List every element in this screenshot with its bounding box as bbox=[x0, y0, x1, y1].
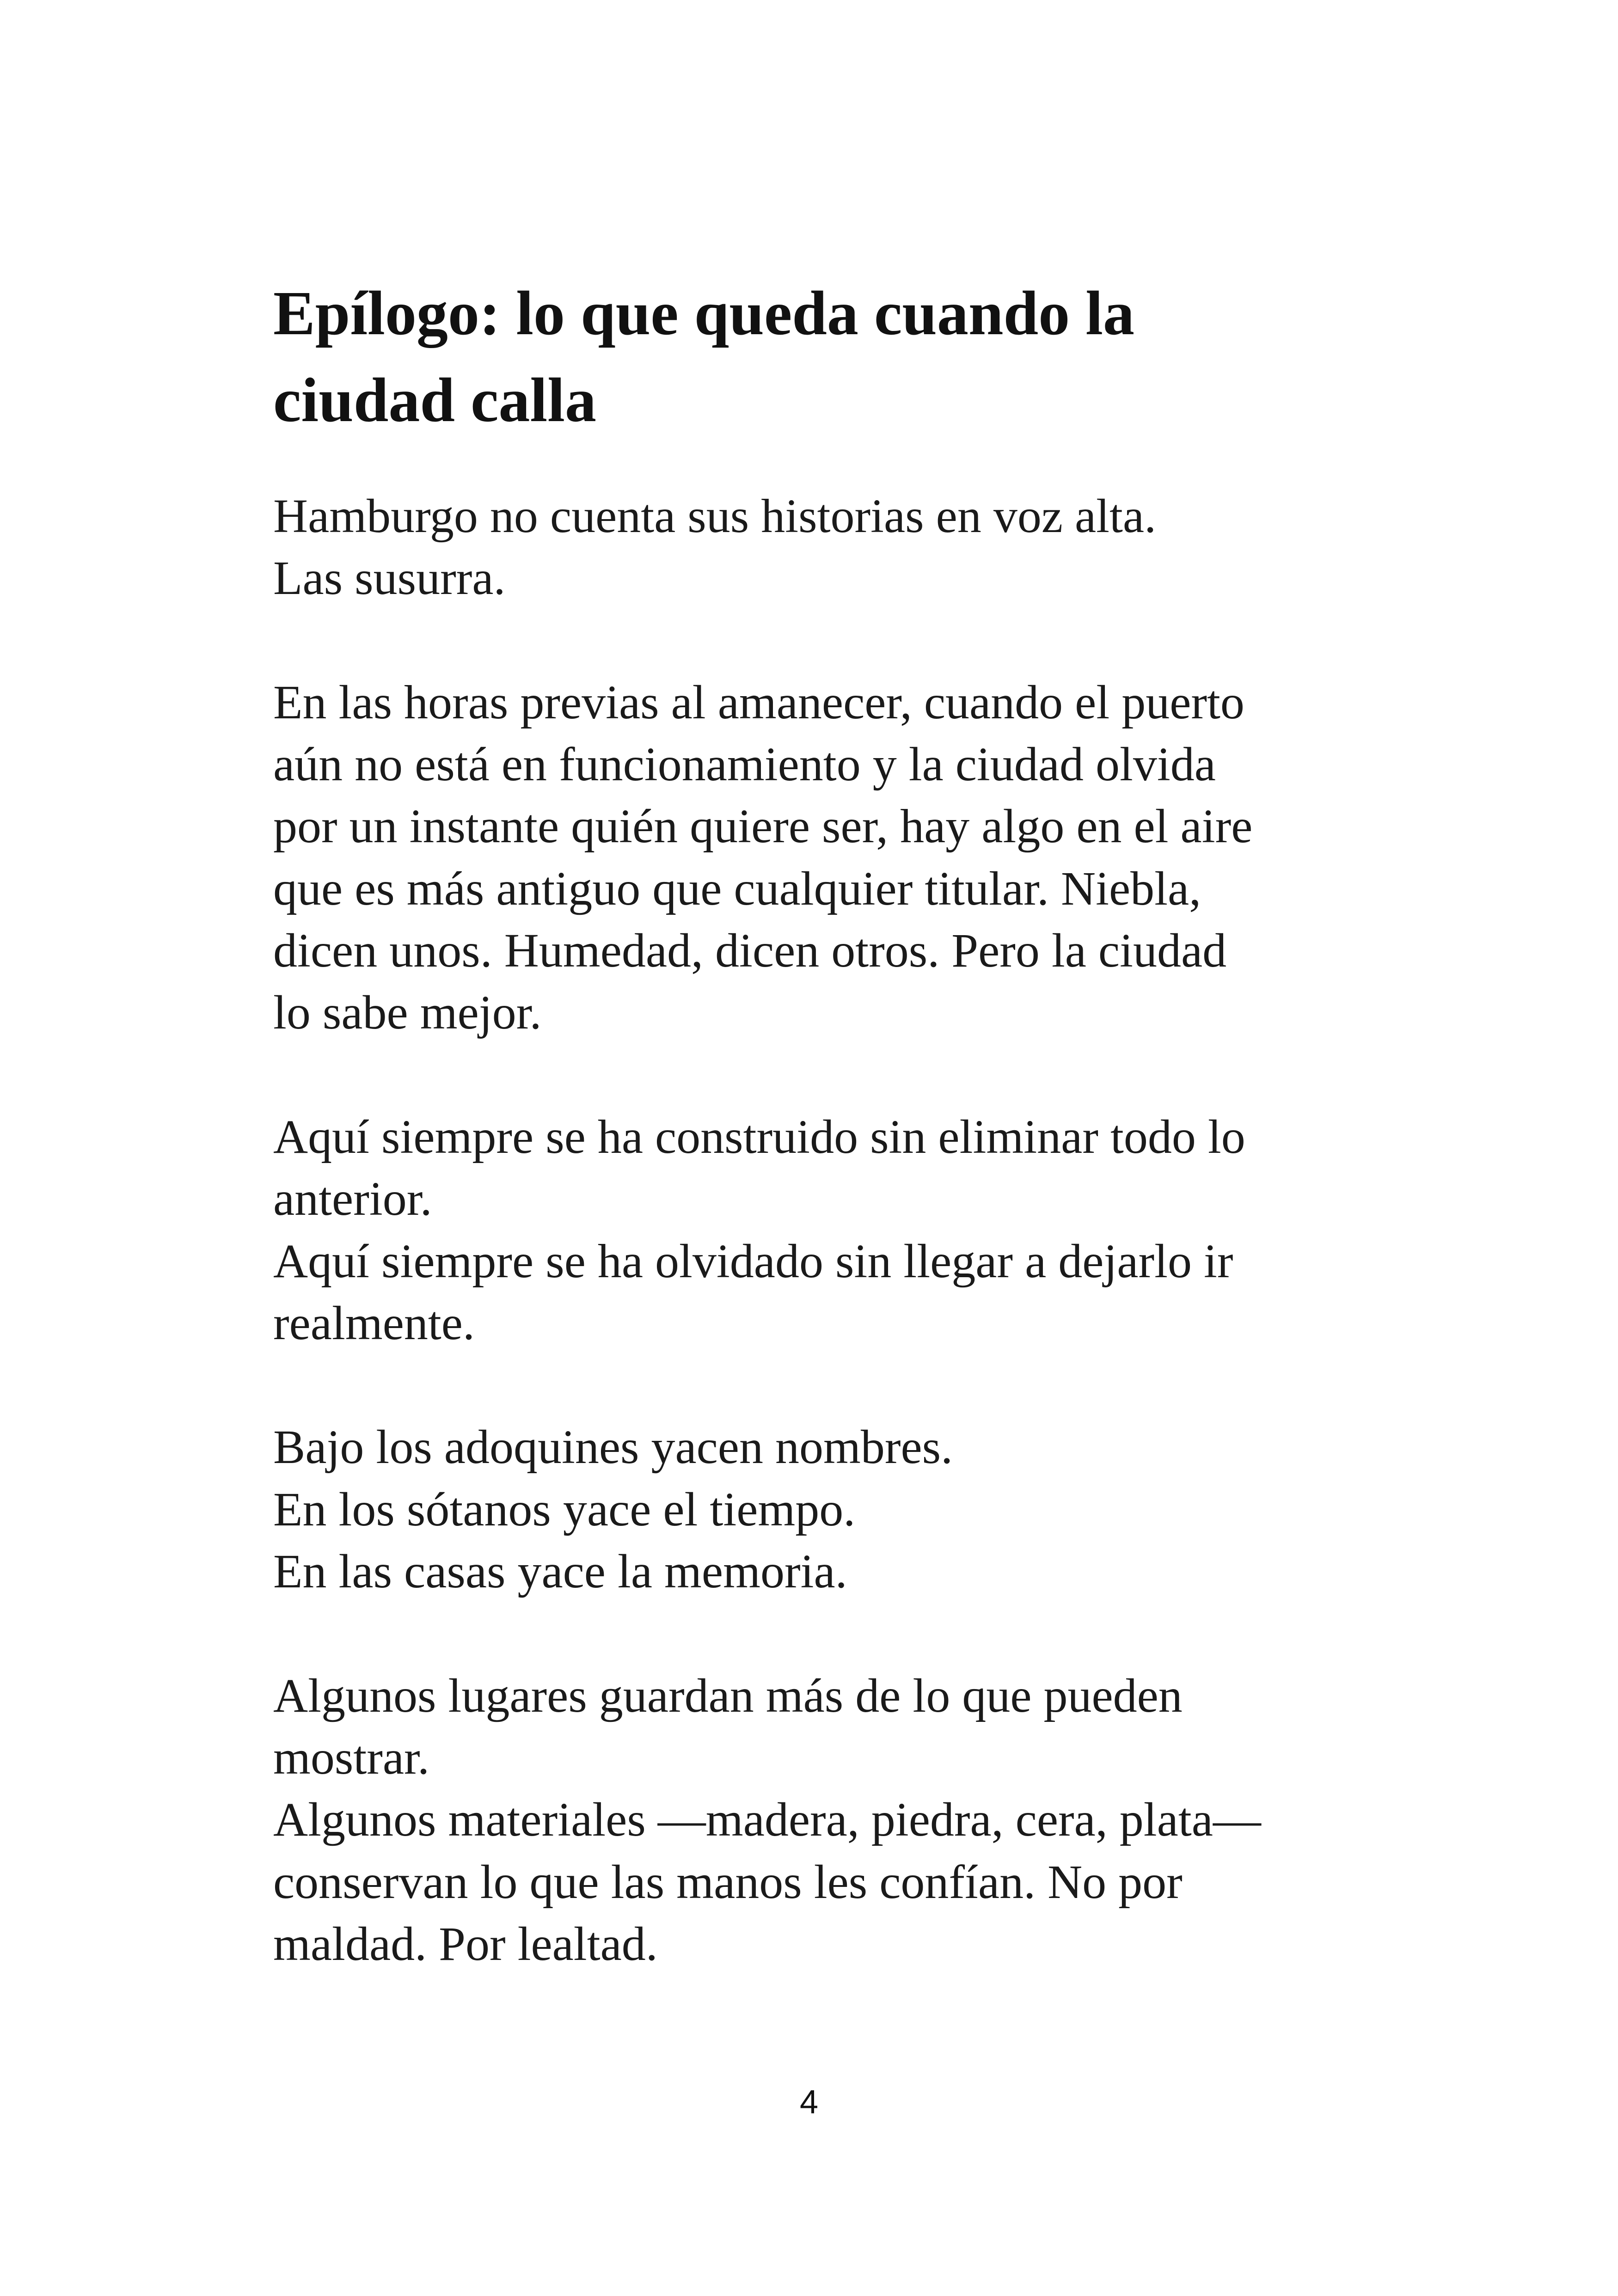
text-line: Las susurra. bbox=[273, 551, 506, 605]
paragraph bbox=[273, 1106, 1383, 1354]
text-line: mostrar. bbox=[273, 1731, 429, 1784]
body-text bbox=[273, 485, 1383, 2037]
text-line: Aquí siempre se ha olvidado sin llegar a dejarlo ir bbox=[273, 1234, 1233, 1288]
text-line: dicen unos. Humedad, dicen otros. Pero la ciudad bbox=[273, 924, 1227, 978]
text-line: que es más antiguo que cualquier titular. Niebla, bbox=[273, 862, 1201, 915]
text-line: Bajo los adoquines yacen nombres. bbox=[273, 1420, 953, 1474]
chapter-title-line: Epílogo: lo que queda cuando la bbox=[273, 279, 1134, 348]
text-line: maldad. Por lealtad. bbox=[273, 1917, 658, 1971]
text-line: anterior. bbox=[273, 1172, 432, 1226]
text-line: Algunos materiales —madera, piedra, cera, plata— bbox=[273, 1793, 1261, 1847]
text-line: Hamburgo no cuenta sus historias en voz alta. bbox=[273, 490, 1157, 543]
text-line: por un instante quién quiere ser, hay algo en el aire bbox=[273, 800, 1253, 853]
chapter-title-line: ciudad calla bbox=[273, 366, 596, 435]
text-line: En las casas yace la memoria. bbox=[273, 1545, 847, 1598]
paragraph bbox=[273, 485, 1383, 610]
text-line: lo sabe mejor. bbox=[273, 986, 542, 1040]
paragraph bbox=[273, 1665, 1383, 1975]
text-line: Algunos lugares guardan más de lo que pueden bbox=[273, 1669, 1183, 1722]
text-line: Aquí siempre se ha construido sin eliminar todo lo bbox=[273, 1110, 1245, 1163]
text-line: realmente. bbox=[273, 1296, 475, 1350]
paragraph bbox=[273, 1416, 1383, 1603]
paragraph bbox=[273, 672, 1383, 1044]
page-number: 4 bbox=[799, 2084, 819, 2121]
chapter-title bbox=[273, 270, 1336, 444]
text-line: En los sótanos yace el tiempo. bbox=[273, 1482, 856, 1536]
text-line: conservan lo que las manos les confían. No por bbox=[273, 1855, 1183, 1909]
text-line: En las horas previas al amanecer, cuando el puerto bbox=[273, 675, 1244, 729]
text-line: aún no está en funcionamiento y la ciudad olvida bbox=[273, 738, 1216, 791]
